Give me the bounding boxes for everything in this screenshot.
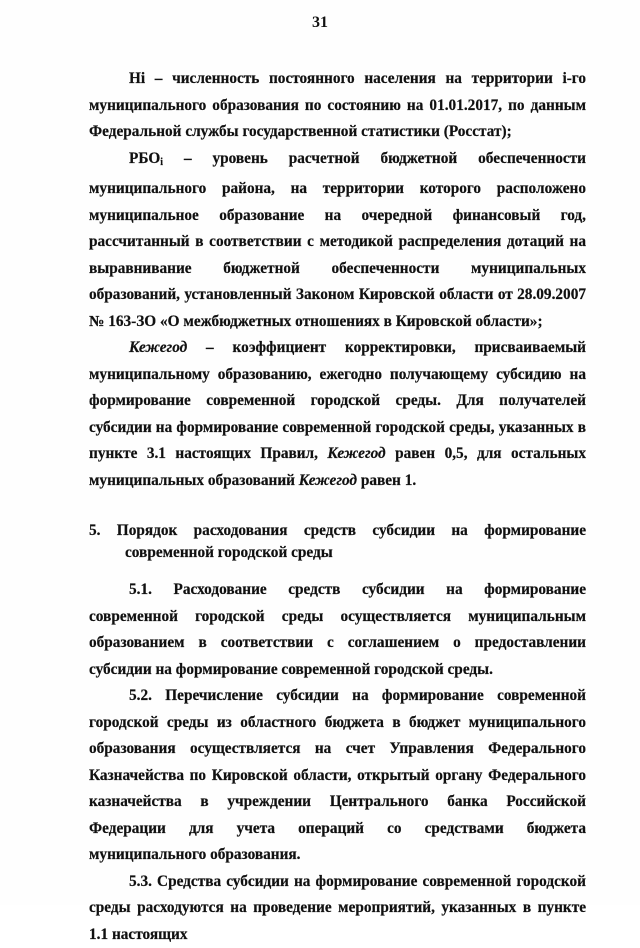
- symbol-rbo-subscript: i: [160, 157, 163, 168]
- page-number: 31: [0, 14, 640, 32]
- symbol-coefficient-3: Кежегод: [299, 472, 357, 489]
- paragraph-rbo: [89, 146, 586, 336]
- document-body: [89, 66, 586, 948]
- symbol-coefficient-2: Кежегод: [327, 445, 385, 462]
- section-heading: 5. Порядок расходования средств субсидии на формирование современной городской среды: [89, 520, 586, 564]
- symbol-coefficient: Кежегод: [129, 339, 187, 356]
- paragraph-hi-text: – численность постоянного населения на территории i-го муниципального образования по состоянию на 01.01.2017, по данным Федеральной службы государственной статистики (Росстат);: [89, 70, 586, 140]
- paragraph-rbo-text: – уровень расчетной бюджетной обеспеченности муниципального района, на территории которого расположено муниципальное образование на очередной финансовый год, рассчитанный в соответствии с методикой распределения дотаций на выравнивание бюджетной обеспеченности муниципальных образований, установленный Законом Кировской области от 28.09.2007 № 163-ЗО «О межбюджетных отношениях в Кировской области»;: [89, 150, 586, 330]
- symbol-rbo: РБО: [129, 150, 160, 167]
- paragraph-coefficient: [89, 335, 586, 494]
- paragraph-coefficient-text-1: – коэффициент корректировки, присваиваемый муниципальному образованию, ежегодно получающему субсидию на формирование современной городской среды. Для получателей субсидии на формирование современной городской среды, указанных в пункте 3.1 настоящих Правил,: [89, 339, 586, 462]
- paragraph-coefficient-text-2: равен 0,5, для остальных муниципальных образований: [89, 445, 586, 489]
- symbol-hi: Hi: [129, 70, 145, 87]
- paragraph-coefficient-text-3: равен 1.: [357, 472, 416, 489]
- paragraph-hi: [89, 66, 586, 146]
- section-heading-wrap: [89, 520, 586, 564]
- paragraph-5-3: 5.3. Средства субсидии на формирование современной городской среды расходуются на проведение мероприятий, указанных в пункте 1.1 настоящих: [89, 869, 586, 948]
- paragraph-5-1: 5.1. Расходование средств субсидии на формирование современной городской среды осуществляется муниципальным образованием в соответствии с соглашением о предоставлении субсидии на формирование современной городской среды.: [89, 577, 586, 683]
- paragraph-5-2: 5.2. Перечисление субсидии на формирование современной городской среды из областного бюджета в бюджет муниципального образования осуществляется на счет Управления Федерального Казначейства по Кировской области, открытый органу Федерального казначейства в учреждении Центрального банка Российской Федерации для учета операций со средствами бюджета муниципального образования.: [89, 683, 586, 869]
